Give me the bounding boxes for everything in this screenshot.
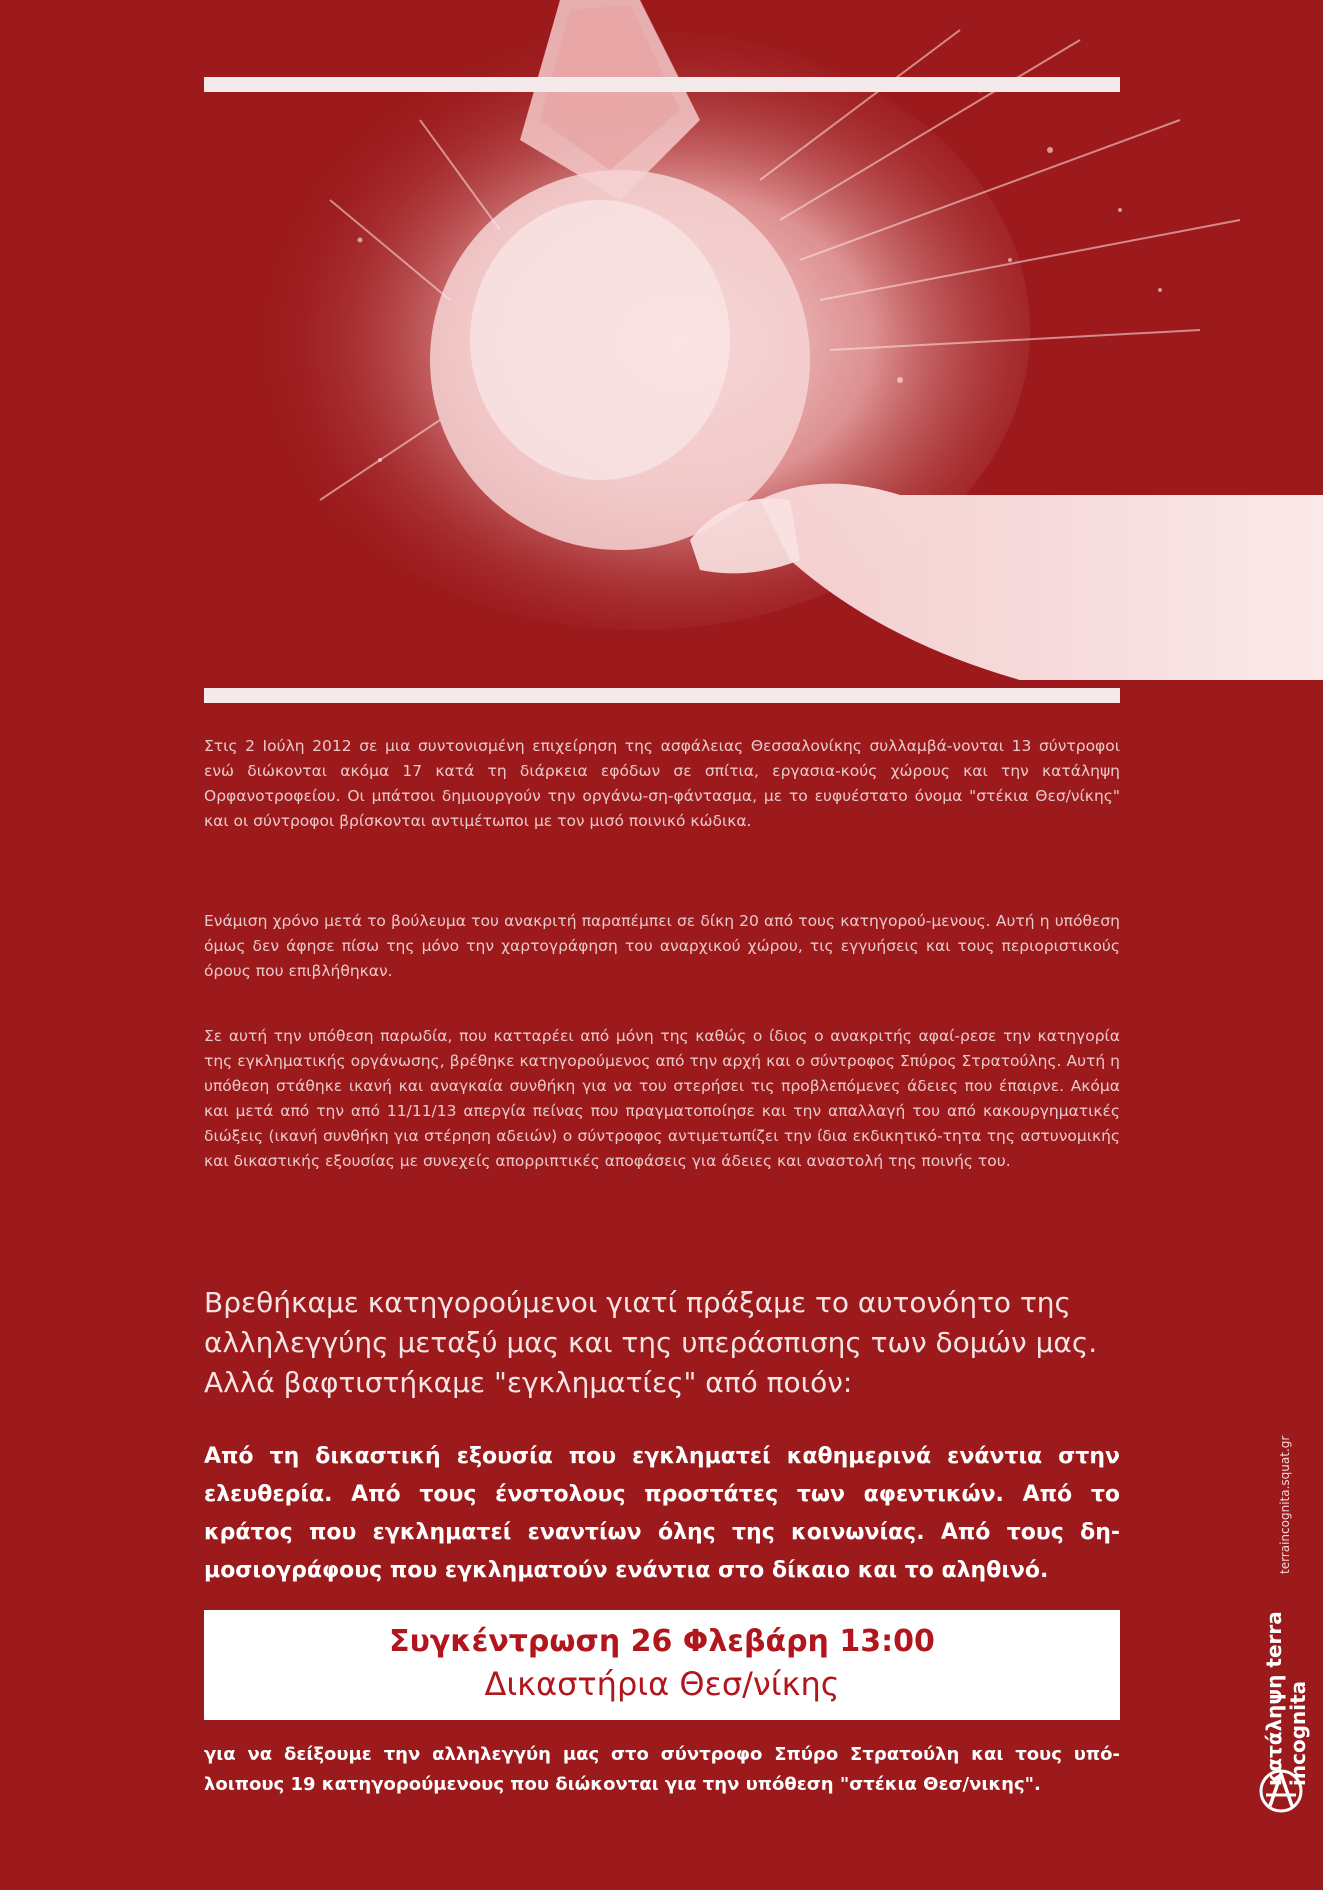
signature-name: κατάληψη terra incognita [1262, 1611, 1310, 1786]
intro-paragraph-3: Σε αυτή την υπόθεση παρωδία, που κατταρέει από μόνη της καθώς ο ίδιος ο ανακριτής αφαί-ρεσε την κατηγορία της εγκληματικής οργάνωσης, βρέθηκε κατηγορούμενος από την αρχή και ο σύντροφος Σπύρος Στρατούλης. Αυτή η υπόθεση στάθηκε ικανή και αναγκαία συνθήκη για να του στερήσει τις προβλεπόμενες άδειες που έπαιρνε. Ακόμα και μετά από την από 11/11/13 απεργία πείνας που πραγματοποίησε και την απαλλαγή του από κακουργηματικές διώξεις (ικανή συνθήκη για στέρηση αδειών) ο σύντροφος αντιμετωπίζει την ίδια εκδικητικό-τητα της αστυνομικής και δικαστικής εξουσίας με συνεχείς απορριπτικές αποφάσεις για άδειες και αναστολή της ποινής του. [204, 1027, 1120, 1170]
intro-paragraph-1: Στις 2 Ιούλη 2012 σε μια συντονισμένη επιχείρηση της ασφάλειας Θεσσαλονίκης συλλαμβά-νονται 13 σύντροφοι ενώ διώκονται ακόμα 17 κατά τη διάρκεια εφόδων σε σπίτια, εργασια-κούς χώρους και την κατάληψη Ορφανοτροφείου. Οι μπάτσοι δημιουργούν την οργάνω-ση-φάντασμα, με το ευφυέστατο όνομα "στέκια Θεσ/νίκης" και οι σύντροφοι βρίσκονται αντιμέτωποι με τον μισό ποινικό κώδικα. [204, 737, 1120, 830]
headline: Βρεθήκαμε κατηγορούμενοι γιατί πράξαμε το αυτονόητο της αλληλεγγύης μεταξύ μας και της υπεράσπισης των δομών μας. Αλλά βαφτιστήκαμε "εγκληματίες" από ποιόν: [204, 1286, 1098, 1399]
accusation-text: Από τη δικαστική εξουσία που εγκληματεί καθημερινά ενάντια στην ελευθερία. Από τους ένστολους προστάτες των αφεντικών. Από το κράτος που εγκληματεί εναντίων όλης της κοινωνίας. Από τους δη-μοσιογράφους που εγκληματούν ενάντια στο δίκαιο και το αληθινό. [204, 1444, 1120, 1583]
event-box [204, 1610, 1120, 1720]
bottom-divider [204, 688, 1120, 703]
intro-paragraph-2: Ενάμιση χρόνο μετά το βούλευμα του ανακριτή παραπέμπει σε δίκη 20 από τους κατηγορού-μενους. Αυτή η υπόθεση όμως δεν άφησε πίσω της μόνο την χαρτογράφηση του αναρχικού χώρου, τις εγγυήσεις και τους περιοριστικούς όρους που επιβλήθηκαν. [204, 912, 1120, 980]
anarchy-a-icon [1258, 1768, 1304, 1814]
top-divider [204, 77, 1120, 92]
event-datetime: Συγκέντρωση 26 Φλεβάρη 13:00 [389, 1624, 935, 1659]
hero-balloon-image [0, 0, 1323, 680]
event-location: Δικαστήρια Θεσ/νίκης [484, 1665, 840, 1703]
footer-call: για να δείξουμε την αλληλεγγύη μας στο σύντροφο Σπύρο Στρατούλη και τους υπό-λοιπους 19 κατηγορούμενους που διώκονται για την υπόθεση "στέκια Θεσ/νικης". [204, 1744, 1120, 1795]
signature-url: terraincognita.squat.gr [1278, 1436, 1292, 1575]
